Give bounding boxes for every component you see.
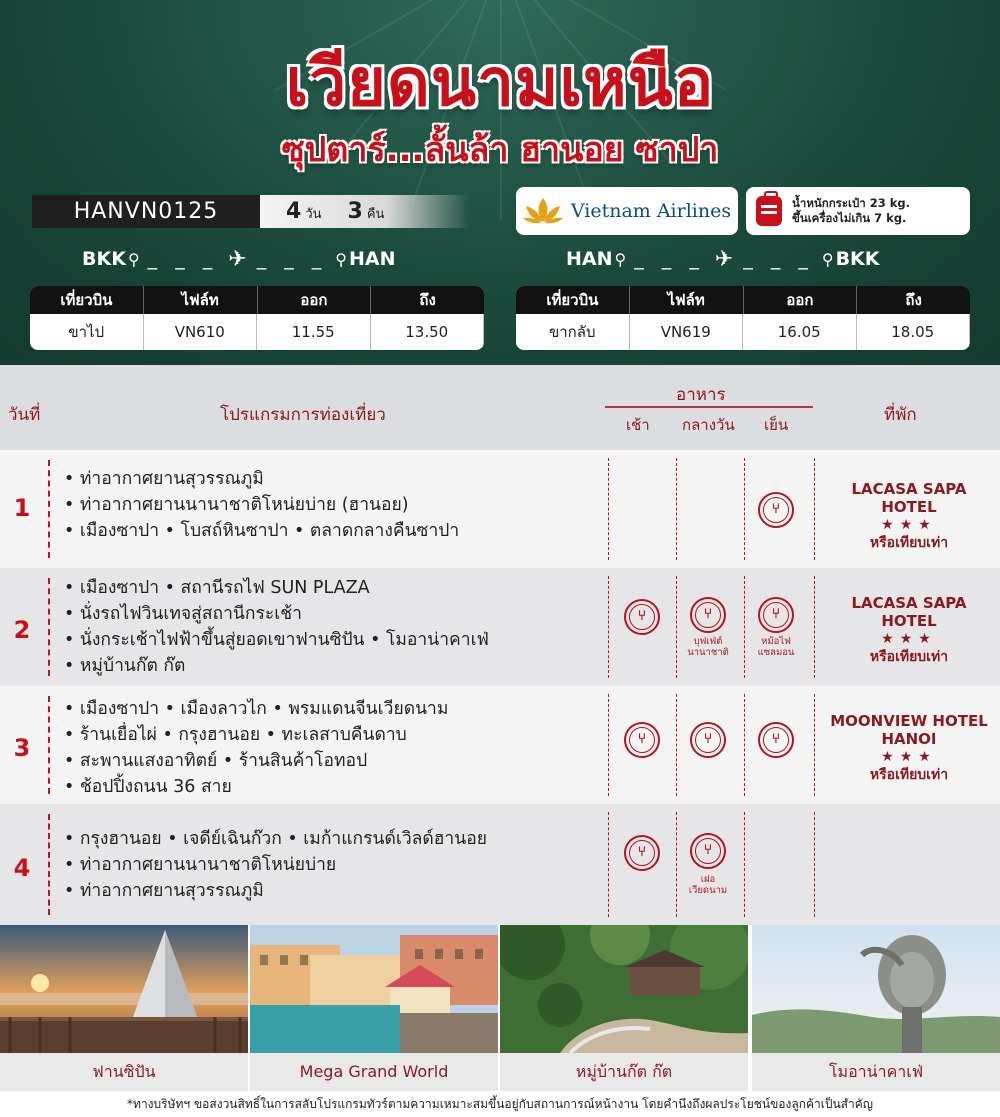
flight-cell: 13.50	[371, 314, 485, 350]
flight-cell: ขาไป	[30, 314, 144, 350]
itinerary-item: • ช้อปปิ้งถนน 36 สาย	[64, 774, 448, 800]
flight-header: ไฟล์ท	[630, 286, 744, 314]
day-row-4	[0, 804, 1000, 925]
itinerary-item: • เมืองซาปา • สถานีรถไฟ SUN PLAZA	[64, 575, 489, 601]
map-pin-icon: ⚲	[127, 249, 140, 269]
hotel-name-line2: HANOI	[881, 730, 937, 748]
breakfast-meal-icon: ⑂	[624, 722, 660, 758]
flight-header: ถึง	[419, 291, 436, 309]
route-outbound: BKK ⚲ _ _ _ ✈ _ _ _ ⚲ HAN	[82, 246, 396, 272]
day-number: 3	[13, 734, 31, 762]
day-row-3	[0, 686, 1000, 804]
itinerary-item: • นั่งกระเช้าไฟฟ้าขึ้นสู่ยอดเขาฟานซิปัน • โมอาน่าคาเฟ่	[64, 627, 489, 653]
baggage-checked: น้ำหนักกระเป๋า 23 kg.	[792, 196, 910, 210]
col-breakfast: เช้า	[626, 416, 650, 434]
program-table-header	[0, 365, 1000, 450]
flight-header: เที่ยวบิน	[516, 286, 630, 314]
photo-moana-cafe	[752, 925, 1000, 1053]
flight-cell: ขากลับ	[516, 314, 630, 350]
route-to: BKK	[835, 248, 880, 270]
lunch-meal-icon: ⑂	[690, 722, 726, 758]
col-hotel: ที่พัก	[884, 405, 917, 425]
dinner-meal-icon: ⑂	[758, 492, 794, 528]
dinner-note: หม้อไฟ แซลมอน	[757, 636, 795, 658]
itinerary-item: • หมู่บ้านก๊ต ก๊ต	[64, 653, 489, 679]
flight-header: ไฟล์ท	[144, 286, 258, 314]
airline-name: Vietnam Airlines	[570, 200, 732, 222]
day-itinerary	[64, 466, 459, 544]
hotel-stars: ★★★	[881, 631, 937, 647]
hotel-info	[818, 594, 1000, 666]
hotel-name-line2: HOTEL	[881, 498, 937, 516]
flight-cell: VN610	[144, 314, 258, 350]
itinerary-item: • ท่าอากาศยานนานาชาติโหน่ยบ่าย (ฮานอย)	[64, 492, 459, 518]
dinner-meal-icon: ⑂	[758, 722, 794, 758]
map-pin-icon: ⚲	[614, 249, 627, 269]
route-from: HAN	[566, 248, 613, 270]
photo-caption: หมู่บ้านก๊ต ก๊ต	[500, 1053, 748, 1091]
hotel-name: LACASA SAPA	[851, 480, 967, 498]
lunch-note: เฝอ เวียดนาม	[688, 874, 728, 896]
page-subtitle: ซุปตาร์...ลั้นล้า ฮานอย ซาปา	[281, 130, 719, 170]
route-from: BKK	[82, 248, 126, 270]
hotel-equivalent: หรือเทียบเท่า	[869, 767, 949, 783]
flight-cell: 11.55	[257, 314, 371, 350]
hotel-name: LACASA SAPA	[851, 594, 967, 612]
duration-badge	[260, 195, 470, 228]
disclaimer: *ทางบริษัทฯ ขอสงวนสิทธิ์ในการสลับโปรแกรมทัวร์ตามความเหมาะสมขึ้นอยู่กับสถานการณ์หน้างาน โดยคำนึงถึงผลประโยชน์ของลูกค้าเป็นสำคัญ	[0, 1091, 1000, 1117]
day-number: 4	[13, 854, 31, 882]
tour-code: HANVN0125	[32, 195, 260, 228]
hotel-name-line2: HOTEL	[881, 612, 937, 630]
itinerary-item: • เมืองซาปา • เมืองลาวไก • พรมแดนจีนเวียดนาม	[64, 696, 448, 722]
day-number: 2	[13, 616, 31, 644]
col-lunch: กลางวัน	[682, 416, 735, 434]
luggage-icon	[756, 196, 782, 226]
airplane-icon: ✈	[714, 246, 734, 272]
map-pin-icon: ⚲	[335, 249, 347, 269]
nights-label: คืน	[366, 207, 385, 222]
lotus-icon	[523, 196, 563, 226]
photo-mega-grand-world	[250, 925, 498, 1053]
dinner-meal-icon: ⑂	[758, 597, 794, 633]
itinerary-item: • ท่าอากาศยานสุวรรณภูมิ	[64, 466, 459, 492]
itinerary-item: • ท่าอากาศยานสุวรรณภูมิ	[64, 878, 487, 904]
day-row-2	[0, 568, 1000, 686]
col-meals: อาหาร	[676, 385, 726, 405]
photo-caption: Mega Grand World	[250, 1053, 498, 1091]
flight-table-outbound	[30, 286, 484, 350]
hotel-name: MOONVIEW HOTEL	[830, 712, 988, 730]
flight-header: ออก	[744, 286, 858, 314]
flight-cell: 18.05	[857, 314, 971, 350]
photo-caption: ฟานซิปัน	[0, 1053, 248, 1091]
map-pin-icon: ⚲	[821, 249, 834, 269]
flight-cell: 16.05	[743, 314, 857, 350]
lunch-meal-icon: ⑂	[690, 597, 726, 633]
itinerary-item: • ร้านเยื่อไผ่ • กรุงฮานอย • ทะเลสาบคืนดาบ	[64, 722, 448, 748]
itinerary-item: • เมืองซาปา • โบสถ์หินซาปา • ตลาดกลางคืนซาปา	[64, 518, 459, 544]
itinerary-item: • สะพานแสงอาทิตย์ • ร้านสินค้าโอทอป	[64, 748, 448, 774]
day-itinerary	[64, 696, 448, 800]
day-itinerary	[64, 826, 487, 904]
route-to: HAN	[349, 248, 396, 270]
hotel-equivalent: หรือเทียบเท่า	[869, 649, 949, 665]
nights-number: 3	[347, 199, 363, 224]
hotel-info	[818, 480, 1000, 552]
lunch-meal-icon: ⑂	[690, 833, 726, 869]
flight-table-return	[516, 286, 970, 350]
hotel-equivalent: หรือเทียบเท่า	[869, 535, 949, 551]
baggage-carry-on: ขึ้นเครื่องไม่เกิน 7 kg.	[792, 211, 907, 225]
day-number: 1	[13, 494, 31, 522]
breakfast-meal-icon: ⑂	[624, 599, 660, 635]
itinerary-item: • กรุงฮานอย • เจดีย์เฉินก๊วก • เมก้าแกรนด์เวิลด์ฮานอย	[64, 826, 487, 852]
day-itinerary	[64, 575, 489, 679]
col-dinner: เย็น	[764, 416, 789, 434]
days-number: 4	[286, 199, 302, 224]
route-return: HAN ⚲ _ _ _ ✈ _ _ _ ⚲ BKK	[566, 246, 880, 272]
flight-header: ถึง	[905, 291, 922, 309]
day-row-1	[0, 450, 1000, 568]
baggage-info	[746, 187, 970, 235]
flight-header: ออก	[258, 286, 372, 314]
flight-header: เที่ยวบิน	[30, 286, 144, 314]
col-program: โปรแกรมการท่องเที่ยว	[220, 405, 386, 425]
hotel-stars: ★★★	[881, 517, 937, 533]
photo-cat-cat-village	[500, 925, 748, 1053]
breakfast-meal-icon: ⑂	[624, 835, 660, 871]
hotel-stars: ★★★	[881, 749, 937, 765]
airplane-icon: ✈	[228, 246, 247, 272]
page-title: เวียดนามเหนือ	[285, 44, 715, 121]
flight-cell: VN619	[630, 314, 744, 350]
meals-divider	[605, 406, 813, 408]
days-label: วัน	[305, 207, 322, 222]
photo-caption: โมอาน่าคาเฟ่	[752, 1053, 1000, 1091]
lunch-note: บุฟเฟ่ต์ นานาชาติ	[687, 636, 729, 658]
hotel-info	[818, 712, 1000, 784]
col-day: วันที่	[8, 405, 41, 425]
photo-fansipan	[0, 925, 248, 1053]
airline-logo	[516, 187, 738, 235]
header-banner	[0, 0, 1000, 365]
itinerary-item: • นั่งรถไฟวินเทจสู่สถานีกระเช้า	[64, 601, 489, 627]
itinerary-item: • ท่าอากาศยานนานาชาติโหน่ยบ่าย	[64, 852, 487, 878]
